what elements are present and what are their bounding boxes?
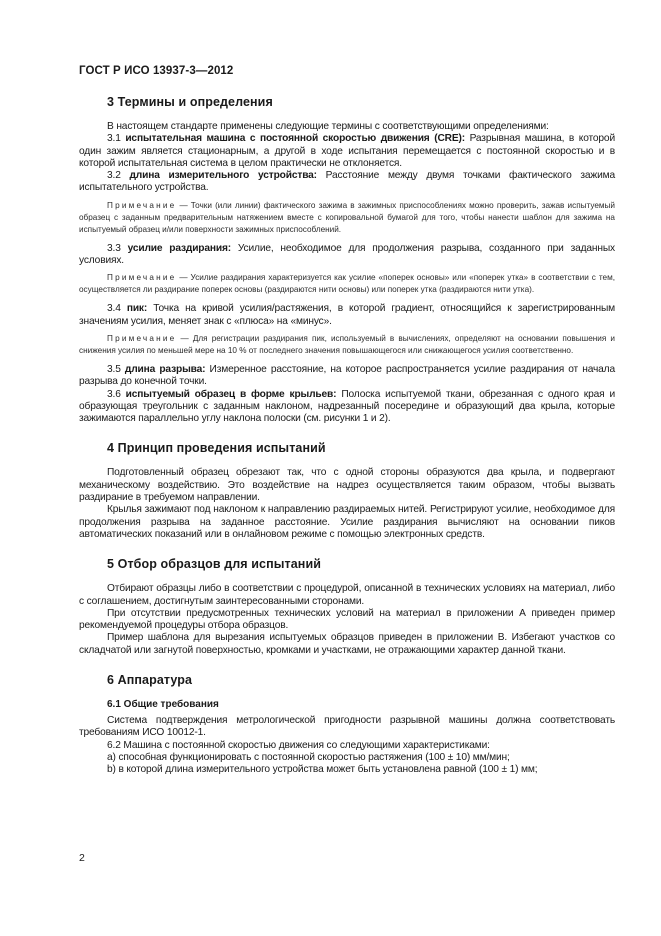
term-3-6 bbox=[79, 389, 615, 426]
term-definition: Полоска испытуемой ткани, обрезанная с одного края и образующая треугольник с заданным наклоном, надрезанный посередине и образующий два крыла, которые зажимаются параллельно углу наклона полоски (см. рисунки 1 и 2). bbox=[79, 388, 615, 425]
section-5-title: 5 Отбор образцов для испытаний bbox=[107, 557, 322, 572]
term-3-4 bbox=[79, 303, 615, 328]
note-text: — Точки (или линии) фактического зажима в зажимных приспособлениях можно проверить, зажав испытуемый образец с заданным предварительным натяжением вместе с копировальной бумагой для того, чтобы нанести шаблон для зажима на испытуемый образец и/или поверхности зажимных приспособлений. bbox=[79, 200, 615, 234]
page-content bbox=[79, 95, 615, 777]
section-6-paragraph-2: 6.2 Машина с постоянной скоростью движения со следующими характеристиками: bbox=[107, 739, 490, 751]
note-label: Примечание bbox=[107, 273, 177, 283]
term-number: 3.1 bbox=[107, 133, 126, 145]
note-text: — Усилие раздирания характеризуется как усилие «поперек основы» или «поперек утка» в соответствии с тем, осуществляется ли раздирание поперек основы (раздираются нити основы) или поперек утка (раздираются нити утка). bbox=[79, 273, 615, 295]
term-3-1 bbox=[79, 133, 615, 170]
term-name: испытуемый образец в форме крыльев: bbox=[125, 388, 337, 400]
term-name: длина измерительного устройства: bbox=[129, 170, 317, 182]
term-definition: Расстояние между двумя точками фактического зажима испытательного устройства. bbox=[79, 170, 615, 194]
section-3-intro: В настоящем стандарте применены следующие термины с соответствующими определениями: bbox=[107, 121, 549, 132]
section-5-paragraph-1: Отбирают образцы либо в соответствии с процедурой, описанной в технических условиях на материал, либо с соглашением, достигнутым заинтересованными сторонами. bbox=[79, 583, 615, 607]
section-3-title: 3 Термины и определения bbox=[107, 95, 273, 109]
section-4-paragraph-1: Подготовленный образец обрезают так, что с одной стороны образуются два крыла, и подвергают механическому воздействию. Это воздействие на надрез осуществляется таким образом, чтобы вызвать раздирание в требуемом направлении. bbox=[79, 467, 615, 504]
term-number: 3.4 bbox=[107, 303, 127, 315]
section-6-title: 6 Аппаратура bbox=[107, 673, 193, 688]
term-definition: Точка на кривой усилия/растяжения, в которой градиент, относящийся к зарегистрированным значениям усилия, меняет знак с «плюса» на «минус». bbox=[79, 303, 615, 327]
term-definition: Разрывная машина, в которой один зажим является стационарным, а другой в ходе испытания перемещается с постоянной скоростью и в которой испытательная система в целом практически не отклоняется. bbox=[79, 133, 615, 169]
note-label: Примечание bbox=[107, 200, 177, 210]
section-5-paragraph-3: Пример шаблона для вырезания испытуемых образцов приведен в приложении В. Избегают участков со складчатой или загнутой поверхностью, кромками и участками, не отражающими характер данной ткани. bbox=[79, 632, 615, 656]
section-4-paragraph-2: Крылья зажимают под наклоном к направлению раздираемых нитей. Регистрируют усилие, необходимое для продолжения разрыва на заданное расстояние. Усилие раздирания вычисляют на основании пиков автоматических показаний или в онлайновом режиме с помощью электронных средств. bbox=[79, 504, 615, 540]
note-3-2 bbox=[79, 200, 615, 236]
term-definition: Измеренное расстояние, на которое распространяется усилие раздирания от начала разрыва до конечной точки. bbox=[79, 363, 615, 388]
note-text: — Для регистрации раздирания пик, используемый в вычислениях, определяют на основании повышения и снижения усилия по меньшей мере на 10 % от последнего значения повышающегося или снижающегося усилия соответственно. bbox=[79, 333, 615, 355]
term-number: 3.3 bbox=[107, 242, 128, 254]
section-4-title: 4 Принцип проведения испытаний bbox=[107, 441, 326, 456]
term-name: длина разрыва: bbox=[124, 363, 206, 375]
term-3-5 bbox=[79, 364, 615, 389]
list-item-a: а) способная функционировать с постоянной скоростью растяжения (100 ± 10) мм/мин; bbox=[107, 751, 510, 763]
term-name: испытательная машина с постоянной скоростью движения (CRE): bbox=[125, 133, 465, 145]
list-item-b: b) в которой длина измерительного устройства может быть установлена равной (100 ± 1) мм; bbox=[107, 764, 538, 776]
term-number: 3.2 bbox=[107, 170, 130, 182]
term-3-3 bbox=[79, 243, 615, 268]
note-label: Примечание bbox=[107, 333, 177, 343]
term-number: 3.6 bbox=[107, 388, 126, 400]
note-3-3 bbox=[79, 272, 615, 296]
section-6-paragraph-1: Система подтверждения метрологической пригодности разрывной машины должна соответствовать требованиям ИСО 10012-1. bbox=[79, 715, 615, 739]
term-3-2 bbox=[79, 170, 615, 195]
section-5-paragraph-2: При отсутствии предусмотренных технических условий на материал в приложении А приведен пример рекомендуемой процедуры отбора образцов. bbox=[79, 607, 615, 632]
term-number: 3.5 bbox=[107, 363, 125, 375]
document-header: ГОСТ Р ИСО 13937-3—2012 bbox=[79, 65, 234, 77]
term-name: пик: bbox=[126, 303, 148, 315]
page-number: 2 bbox=[79, 852, 85, 864]
term-definition: Усилие, необходимое для продолжения разрыва, созданного при заданных условиях. bbox=[79, 242, 615, 267]
term-name: усилие раздирания: bbox=[127, 242, 232, 254]
subsection-6-1-title: 6.1 Общие требования bbox=[107, 699, 219, 711]
note-3-4 bbox=[79, 333, 615, 357]
